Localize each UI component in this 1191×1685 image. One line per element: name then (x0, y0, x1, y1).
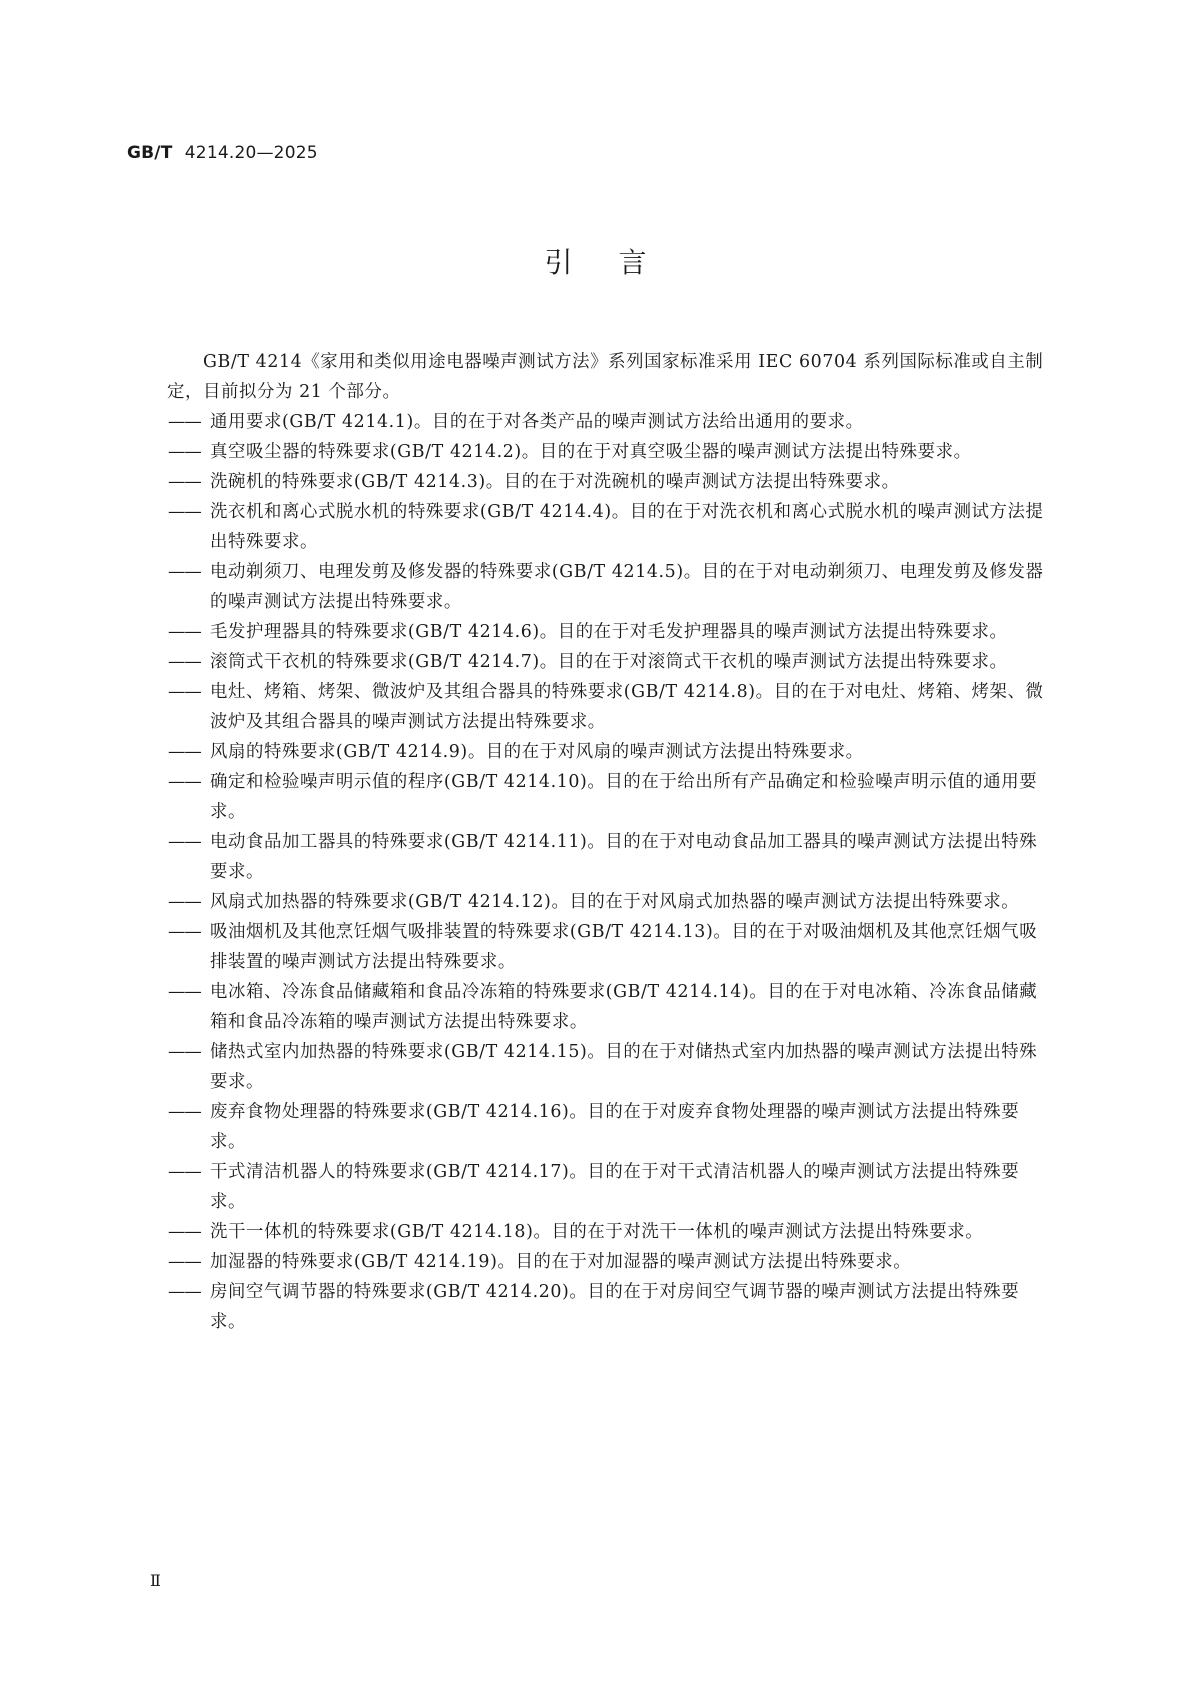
dash-marker: —— (168, 412, 201, 432)
list-item (168, 737, 1054, 767)
list-item (168, 437, 1054, 467)
list-item-text: 真空吸尘器的特殊要求(GB/T 4214.2)。目的在于对真空吸尘器的噪声测试方法提出特殊要求。 (210, 442, 972, 462)
dash-marker: —— (168, 472, 201, 492)
list-item-text: 吸油烟机及其他烹饪烟气吸排装置的特殊要求(GB/T 4214.13)。目的在于对吸油烟机及其他烹饪烟气吸排装置的噪声测试方法提出特殊要求。 (210, 922, 1038, 972)
list-item (168, 407, 1054, 437)
dash-marker: —— (168, 682, 201, 702)
list-item (168, 647, 1054, 677)
list-item (168, 977, 1054, 1037)
list-item-text: 房间空气调节器的特殊要求(GB/T 4214.20)。目的在于对房间空气调节器的噪声测试方法提出特殊要求。 (210, 1282, 1020, 1332)
dash-marker: —— (168, 1252, 201, 1272)
list-item (168, 1097, 1054, 1157)
dash-marker: —— (168, 1162, 201, 1182)
dash-marker: —— (168, 832, 201, 852)
dash-marker: —— (168, 1042, 201, 1062)
list-item (168, 677, 1054, 737)
list-item-text: 废弃食物处理器的特殊要求(GB/T 4214.16)。目的在于对废弃食物处理器的噪声测试方法提出特殊要求。 (210, 1102, 1020, 1152)
dash-marker: —— (168, 562, 201, 582)
standard-code-number: 4214.20—2025 (184, 143, 318, 163)
list-item-text: 加湿器的特殊要求(GB/T 4214.19)。目的在于对加湿器的噪声测试方法提出特殊要求。 (210, 1252, 912, 1272)
list-item (168, 1247, 1054, 1277)
dash-marker: —— (168, 622, 201, 642)
parts-list (168, 407, 1054, 1337)
list-item (168, 827, 1054, 887)
list-item (168, 917, 1054, 977)
dash-marker: —— (168, 1222, 201, 1242)
list-item-text: 干式清洁机器人的特殊要求(GB/T 4214.17)。目的在于对干式清洁机器人的噪声测试方法提出特殊要求。 (210, 1162, 1020, 1212)
page-number: Ⅱ (150, 1571, 161, 1590)
list-item (168, 617, 1054, 647)
intro-paragraph: GB/T 4214《家用和类似用途电器噪声测试方法》系列国家标准采用 IEC 60704 系列国际标准或自主制定，目前拟分为 21 个部分。 (167, 352, 1044, 402)
list-item-text: 风扇的特殊要求(GB/T 4214.9)。目的在于对风扇的噪声测试方法提出特殊要求。 (210, 742, 864, 762)
list-item-text: 滚筒式干衣机的特殊要求(GB/T 4214.7)。目的在于对滚筒式干衣机的噪声测试方法提出特殊要求。 (210, 652, 1008, 672)
list-item (168, 1037, 1054, 1097)
list-item (168, 497, 1054, 557)
list-item (168, 1157, 1054, 1217)
list-item-text: 储热式室内加热器的特殊要求(GB/T 4214.15)。目的在于对储热式室内加热器的噪声测试方法提出特殊要求。 (210, 1042, 1038, 1092)
list-item-text: 洗碗机的特殊要求(GB/T 4214.3)。目的在于对洗碗机的噪声测试方法提出特殊要求。 (210, 472, 900, 492)
standard-code-prefix: GB/T (127, 143, 173, 163)
dash-marker: —— (168, 1282, 201, 1302)
dash-marker: —— (168, 502, 201, 522)
dash-marker: —— (168, 982, 201, 1002)
list-item-text: 确定和检验噪声明示值的程序(GB/T 4214.10)。目的在于给出所有产品确定和检验噪声明示值的通用要求。 (210, 772, 1038, 822)
list-item (168, 887, 1054, 917)
dash-marker: —— (168, 772, 201, 792)
page-title: 引言 (544, 246, 693, 279)
list-item-text: 风扇式加热器的特殊要求(GB/T 4214.12)。目的在于对风扇式加热器的噪声测试方法提出特殊要求。 (210, 892, 1020, 912)
list-item-text: 洗衣机和离心式脱水机的特殊要求(GB/T 4214.4)。目的在于对洗衣机和离心式脱水机的噪声测试方法提出特殊要求。 (210, 502, 1044, 552)
dash-marker: —— (168, 892, 201, 912)
list-item-text: 电灶、烤箱、烤架、微波炉及其组合器具的特殊要求(GB/T 4214.8)。目的在于对电灶、烤箱、烤架、微波炉及其组合器具的噪声测试方法提出特殊要求。 (210, 682, 1044, 732)
list-item (168, 1217, 1054, 1247)
dash-marker: —— (168, 742, 201, 762)
list-item-text: 电冰箱、冷冻食品储藏箱和食品冷冻箱的特殊要求(GB/T 4214.14)。目的在于对电冰箱、冷冻食品储藏箱和食品冷冻箱的噪声测试方法提出特殊要求。 (210, 982, 1038, 1032)
list-item (168, 467, 1054, 497)
dash-marker: —— (168, 652, 201, 672)
standard-code (127, 143, 318, 163)
list-item (168, 1277, 1054, 1337)
dash-marker: —— (168, 922, 201, 942)
list-item-text: 毛发护理器具的特殊要求(GB/T 4214.6)。目的在于对毛发护理器具的噪声测试方法提出特殊要求。 (210, 622, 1008, 642)
introduction-body (168, 347, 1054, 1337)
list-item-text: 通用要求(GB/T 4214.1)。目的在于对各类产品的噪声测试方法给出通用的要求。 (210, 412, 864, 432)
list-item-text: 洗干一体机的特殊要求(GB/T 4214.18)。目的在于对洗干一体机的噪声测试方法提出特殊要求。 (210, 1222, 984, 1242)
list-item (168, 557, 1054, 617)
list-item-text: 电动食品加工器具的特殊要求(GB/T 4214.11)。目的在于对电动食品加工器具的噪声测试方法提出特殊要求。 (210, 832, 1038, 882)
dash-marker: —— (168, 442, 201, 462)
list-item-text: 电动剃须刀、电理发剪及修发器的特殊要求(GB/T 4214.5)。目的在于对电动剃须刀、电理发剪及修发器的噪声测试方法提出特殊要求。 (210, 562, 1044, 612)
dash-marker: —— (168, 1102, 201, 1122)
list-item (168, 767, 1054, 827)
